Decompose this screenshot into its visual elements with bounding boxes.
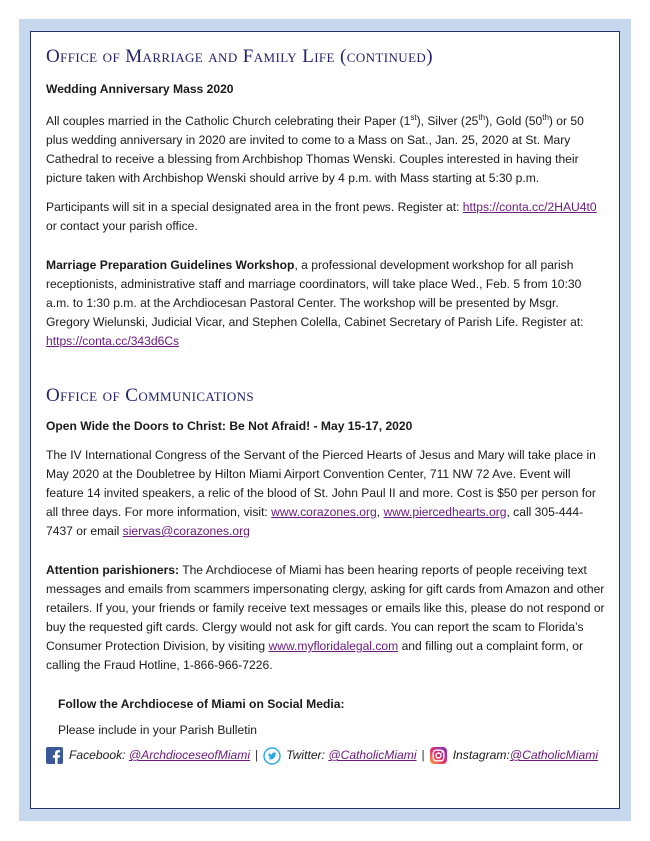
congress-text-mid: , call 305-444-7437 or email [46,505,584,539]
superscript-th-2: th [542,113,549,122]
facebook-icon[interactable] [46,747,63,764]
instagram-icon[interactable] [430,747,447,764]
facebook-handle-link[interactable]: @ArchdioceseofMiami [128,748,251,763]
page-frame [19,19,631,821]
twitter-label: Twitter: [286,748,325,763]
anniversary-paragraph [46,108,605,188]
attention-paragraph [46,561,605,675]
bulletin-page [30,31,620,809]
social-heading: Follow the Archdiocese of Miami on Social Media: [58,697,345,712]
superscript-th-1: th [478,113,486,122]
marriage-heading: Office of Marriage and Family Life (continued) [46,46,433,67]
social-links-row [46,746,605,765]
congress-text: The IV International Congress of the Servant of the Pierced Hearts of Jesus and Mary will take place in May 2020 at the Doubletree by Hilton Miami Airport Convention Center, 711 NW 72 Ave. Event will feature 14 invited speakers, a relic of the blood of St. John Paul II and more. Cost is $50 per person for all three days. For more information, visit: [46,448,596,520]
siervas-email-link[interactable]: siervas@corazones.org [122,524,250,539]
separator: | [421,748,425,763]
workshop-title: Marriage Preparation Guidelines Workshop [46,258,295,273]
attention-text: The Archdiocese of Miami has been hearing reports of people receiving text messages and emails from scammers impersonating clergy, asking for gift cards from Amazon and other retailers. If you, your friends or family receive text messages or emails like this, please do not respond or buy the requested gift cards. Clergy would not ask for gift cards. You can report the scam to Florida’s Consumer Protection Division, by visiting [46,563,605,654]
corazones-link[interactable]: www.corazones.org [271,505,377,520]
anniversary-text-2: ), Silver (25 [416,114,479,129]
superscript-st: st [410,113,417,122]
congress-paragraph [46,446,605,541]
anniversary-text-3: ), Gold (50 [485,114,543,129]
anniversary-text-4: ) or 50 plus wedding anniversary in 2020 are invited to come to a Mass on Sat., Jan. 25, 2020 at St. Mary Cathedral to receive a blessing from Archbishop Thomas Wenski. Couples interested in having their picture taken with Archbishop Wenski should arrive by 4 p.m. with Mass starting at 5:30 p.m. [46,114,584,186]
myfloridalegal-link[interactable]: www.myfloridalegal.com [268,639,399,654]
anniversary-register-link[interactable]: https://conta.cc/2HAU4t0 [462,200,597,215]
workshop-paragraph [46,256,605,351]
twitter-handle-link[interactable]: @CatholicMiami [328,748,417,763]
congress-title: Open Wide the Doors to Christ: Be Not Afraid! - May 15-17, 2020 [46,419,413,434]
communications-heading: Office of Communications [46,385,255,407]
register-text-end: or contact your parish office. [46,219,198,234]
anniversary-text-1: All couples married in the Catholic Church celebrating their Paper (1 [46,114,411,129]
social-note: Please include in your Parish Bulletin [58,723,257,738]
attention-text-end: and filling out a complaint form, or calling the Fraud Hotline, 1-866-966-7226. [46,639,584,673]
anniversary-title: Wedding Anniversary Mass 2020 [46,82,234,96]
anniversary-register-paragraph [46,198,605,236]
attention-title: Attention parishioners: [46,563,180,578]
twitter-icon[interactable] [263,747,280,764]
workshop-text: , a professional development workshop for all parish receptionists, administrative staff and marriage coordinators, will take place Wed., Feb. 5 from 10:30 a.m. to 1:30 p.m. at the Archdiocesan Pastoral Center. The workshop will be presented by Msgr. Gregory Wielunski, Judicial Vicar, and Stephen Colella, Cabinet Secretary of Parish Life. Register at: [46,258,584,330]
congress-comma: , [376,505,384,520]
instagram-label: Instagram: [452,748,510,763]
separator: | [255,748,259,763]
workshop-register-link[interactable]: https://conta.cc/343d6Cs [46,334,180,349]
facebook-label: Facebook: [69,748,126,763]
register-text: Participants will sit in a special designated area in the front pews. Register at: [46,200,463,215]
instagram-handle-link[interactable]: @CatholicMiami [509,748,599,763]
piercedhearts-link[interactable]: www.piercedhearts.org [383,505,507,520]
